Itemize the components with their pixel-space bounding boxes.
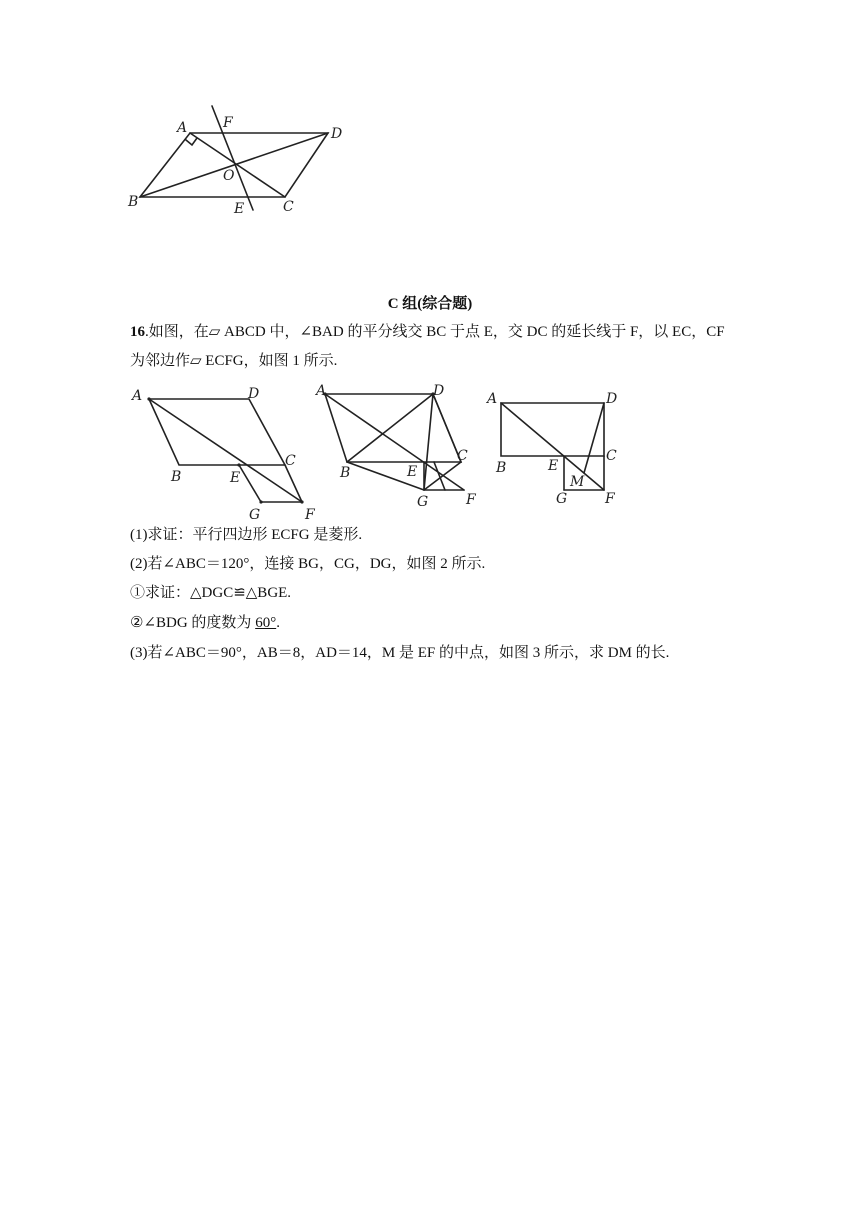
fig3-label-D: D bbox=[606, 391, 618, 407]
fig3-label-A: A bbox=[487, 391, 498, 407]
fig3-label-C: C bbox=[606, 448, 617, 464]
figure-parallelogram-top bbox=[120, 98, 360, 218]
label-B: B bbox=[128, 194, 139, 210]
figure-1 bbox=[128, 382, 328, 522]
label-O: O bbox=[223, 168, 235, 184]
figure-3 bbox=[484, 386, 644, 510]
part-2: (2)若∠ABC＝120°，连接 BG，CG，DG，如图 2 所示. bbox=[130, 556, 486, 572]
section-title: C 组(综合题) bbox=[387, 296, 473, 312]
fig2-label-B: B bbox=[340, 465, 351, 481]
label-D: D bbox=[331, 126, 343, 142]
fig2-label-E: E bbox=[407, 464, 418, 480]
figure-2 bbox=[312, 380, 492, 520]
label-C: C bbox=[283, 199, 294, 215]
label-E: E bbox=[234, 201, 245, 217]
fig3-label-E: E bbox=[548, 458, 559, 474]
fig3-label-G: G bbox=[556, 491, 568, 507]
part-2-a: ①求证：△DGC≌△BGE. bbox=[130, 585, 292, 601]
fig2-label-G: G bbox=[417, 494, 429, 510]
problem-text: .如图，在▱ ABCD 中，∠BAD 的平分线交 BC 于点 E，交 DC 的延长线于 F，以 EC，CF 为邻边作▱ ECFG，如图 1 所示. bbox=[130, 324, 725, 369]
fig3-label-F: F bbox=[605, 491, 615, 507]
fig1-label-C: C bbox=[285, 453, 296, 469]
fig1-label-F: F bbox=[305, 507, 315, 523]
fig2-label-F: F bbox=[466, 492, 476, 508]
part-2-b-prefix: ②∠BDG 的度数为 bbox=[130, 615, 256, 631]
label-F: F bbox=[223, 115, 233, 131]
part-3: (3)若∠ABC＝90°，AB＝8，AD＝14，M 是 EF 的中点，如图 3 所示，求 DM 的长. bbox=[130, 645, 670, 661]
fig1-label-A: A bbox=[132, 388, 143, 404]
fig3-label-M: M bbox=[570, 474, 585, 490]
problem-number: 16 bbox=[130, 324, 145, 340]
fig1-label-E: E bbox=[230, 470, 241, 486]
fig1-label-D: D bbox=[248, 386, 260, 402]
fig3-label-B: B bbox=[496, 460, 507, 476]
part-2-b-answer: 60° bbox=[255, 615, 277, 631]
part-2-b-suffix: . bbox=[276, 615, 280, 631]
part-1: (1)求证：平行四边形 ECFG 是菱形. bbox=[130, 527, 363, 543]
label-A: A bbox=[177, 120, 188, 136]
fig2-label-A: A bbox=[316, 383, 327, 399]
fig2-label-C: C bbox=[457, 448, 468, 464]
fig2-label-D: D bbox=[433, 383, 445, 399]
fig1-label-G: G bbox=[249, 507, 261, 523]
fig1-label-B: B bbox=[171, 469, 182, 485]
part-2-b bbox=[130, 612, 736, 634]
problem-statement bbox=[130, 318, 736, 376]
